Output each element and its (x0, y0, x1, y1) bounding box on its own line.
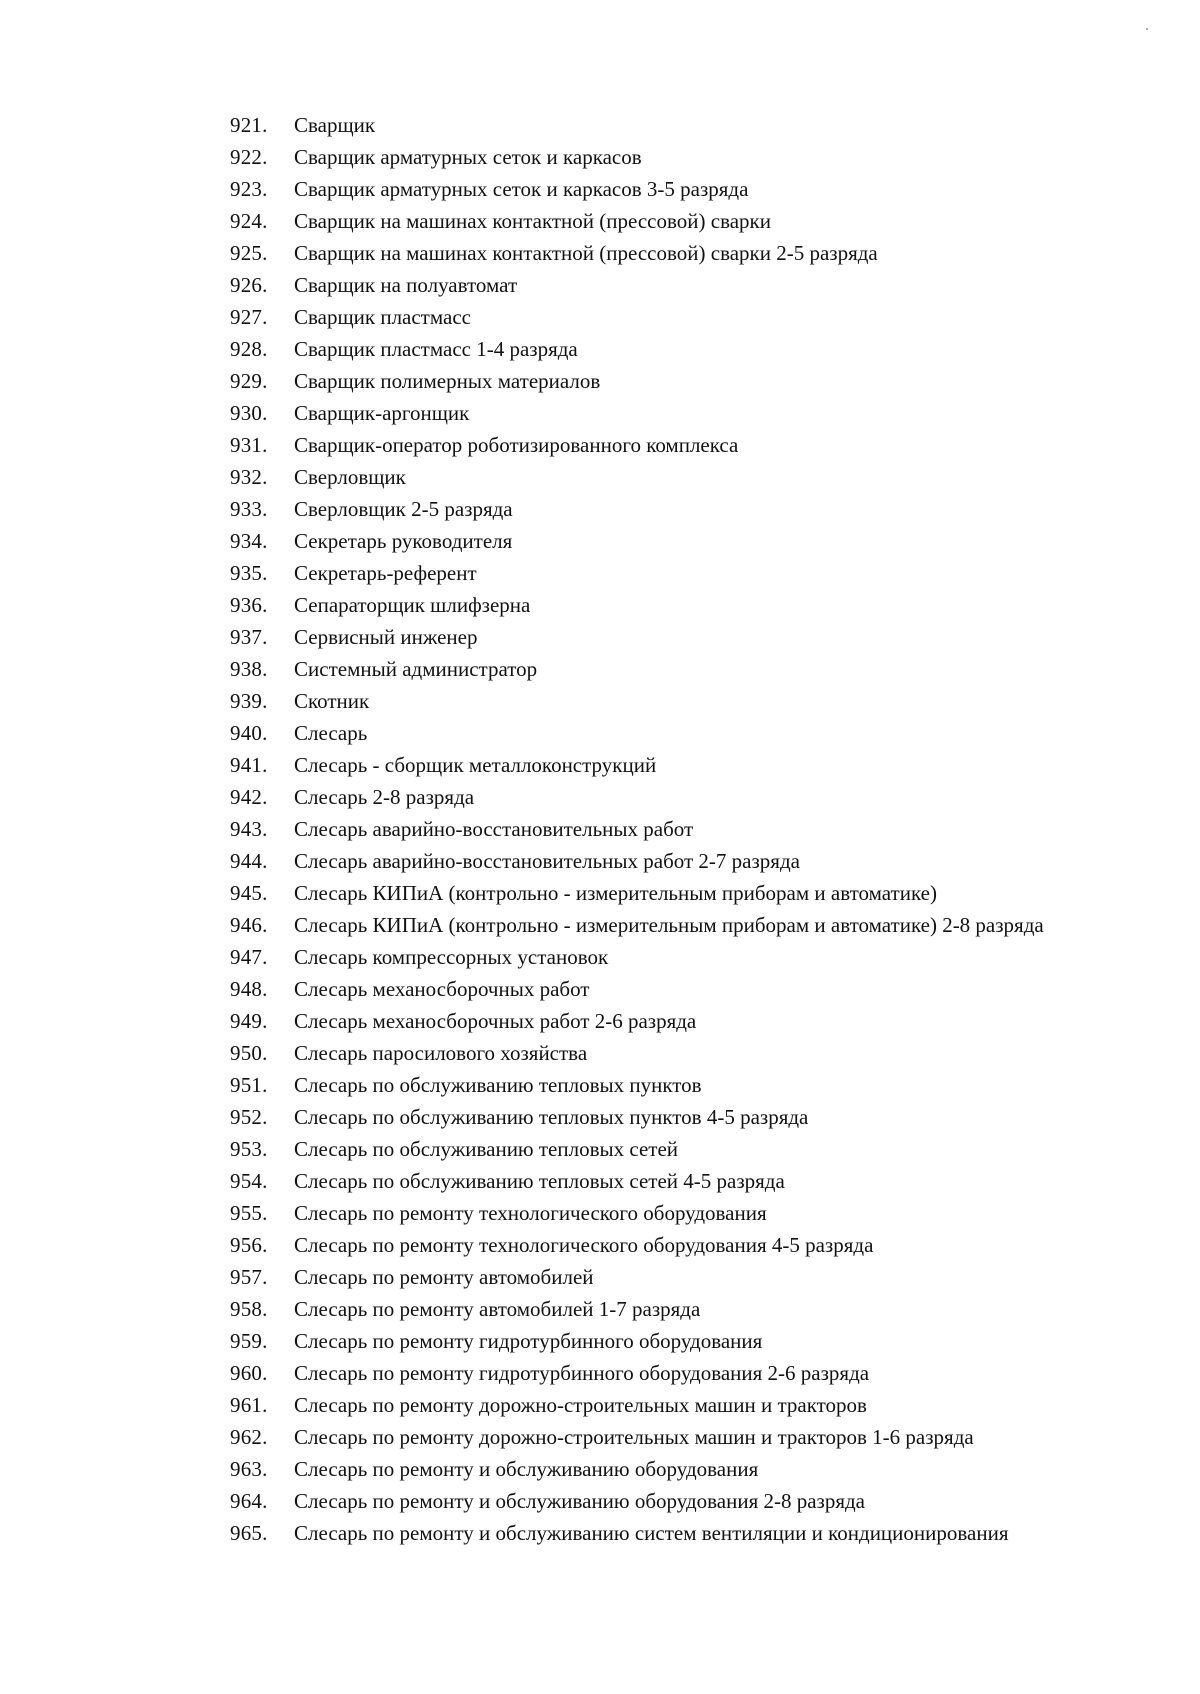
entry-number: 927. (230, 305, 268, 329)
list-item (230, 1457, 1150, 1481)
entry-number: 933. (230, 497, 268, 521)
entry-title: Слесарь аварийно-восстановительных работ (294, 817, 694, 841)
list-item (230, 401, 1150, 425)
entry-number: 961. (230, 1393, 268, 1417)
list-item (230, 1265, 1150, 1289)
list-item (230, 369, 1150, 393)
entry-number: 925. (230, 241, 268, 265)
list-item (230, 1105, 1150, 1129)
list-item (230, 1361, 1150, 1385)
entry-number: 926. (230, 273, 268, 297)
entry-title: Сварщик-оператор роботизированного комплекса (294, 433, 739, 457)
list-item (230, 1169, 1150, 1193)
entry-title: Слесарь 2-8 разряда (294, 785, 475, 809)
entry-title: Слесарь по ремонту и обслуживанию оборудования 2-8 разряда (294, 1489, 865, 1513)
list-item (230, 465, 1150, 489)
list-item (230, 337, 1150, 361)
entry-title: Слесарь аварийно-восстановительных работ 2-7 разряда (294, 849, 800, 873)
entry-title: Сварщик полимерных материалов (294, 369, 601, 393)
list-item (230, 241, 1150, 265)
entry-number: 931. (230, 433, 268, 457)
list-item (230, 433, 1150, 457)
entry-title: Сверловщик 2-5 разряда (294, 497, 513, 521)
entry-title: Сварщик пластмасс 1-4 разряда (294, 337, 578, 361)
entry-title: Сварщик-аргонщик (294, 401, 470, 425)
scan-speck (1146, 28, 1148, 30)
entry-title: Слесарь по ремонту автомобилей (294, 1265, 594, 1289)
entry-number: 944. (230, 849, 268, 873)
list-item (230, 1489, 1150, 1513)
list-item (230, 1425, 1150, 1449)
entry-number: 938. (230, 657, 268, 681)
entry-title: Слесарь по ремонту и обслуживанию систем вентиляции и кондиционирования (294, 1521, 1009, 1545)
entry-title: Слесарь по обслуживанию тепловых пунктов 4-5 разряда (294, 1105, 809, 1129)
list-item (230, 1393, 1150, 1417)
entry-number: 962. (230, 1425, 268, 1449)
entry-number: 949. (230, 1009, 268, 1033)
entry-title: Слесарь по ремонту гидротурбинного оборудования (294, 1329, 763, 1353)
entry-title: Слесарь КИПиА (контрольно - измерительным приборам и автоматике) (294, 881, 937, 905)
entry-number: 921. (230, 113, 268, 137)
entry-number: 950. (230, 1041, 268, 1065)
entry-title: Сервисный инженер (294, 625, 478, 649)
entry-title: Слесарь по ремонту технологического оборудования (294, 1201, 767, 1225)
entry-number: 957. (230, 1265, 268, 1289)
entry-number: 958. (230, 1297, 268, 1321)
list-item (230, 497, 1150, 521)
list-item (230, 209, 1150, 233)
list-item (230, 1521, 1150, 1545)
entry-number: 945. (230, 881, 268, 905)
list-item (230, 881, 1150, 905)
entry-title: Сварщик (294, 113, 376, 137)
list-item (230, 913, 1150, 937)
entry-number: 948. (230, 977, 268, 1001)
list-item (230, 145, 1150, 169)
entry-number: 952. (230, 1105, 268, 1129)
list-item (230, 273, 1150, 297)
list-item (230, 977, 1150, 1001)
list-item (230, 561, 1150, 585)
entry-number: 934. (230, 529, 268, 553)
entry-number: 939. (230, 689, 268, 713)
list-item (230, 1009, 1150, 1033)
entry-title: Слесарь по ремонту дорожно-строительных машин и тракторов 1-6 разряда (294, 1425, 974, 1449)
entry-title: Сварщик на машинах контактной (прессовой) сварки (294, 209, 771, 233)
list-item (230, 849, 1150, 873)
entry-number: 951. (230, 1073, 268, 1097)
entry-title: Слесарь по ремонту гидротурбинного оборудования 2-6 разряда (294, 1361, 870, 1385)
entry-title: Слесарь по ремонту дорожно-строительных машин и тракторов (294, 1393, 867, 1417)
list-item (230, 753, 1150, 777)
entry-number: 947. (230, 945, 268, 969)
list-item (230, 177, 1150, 201)
entry-title: Сверловщик (294, 465, 406, 489)
entry-title: Слесарь (294, 721, 368, 745)
list-item (230, 1297, 1150, 1321)
list-item (230, 1233, 1150, 1257)
list-item (230, 529, 1150, 553)
list-item (230, 1137, 1150, 1161)
entry-title: Слесарь по обслуживанию тепловых сетей (294, 1137, 678, 1161)
entry-title: Слесарь по ремонту и обслуживанию оборудования (294, 1457, 759, 1481)
entry-title: Сварщик арматурных сеток и каркасов (294, 145, 642, 169)
entry-title: Секретарь руководителя (294, 529, 513, 553)
list-item (230, 785, 1150, 809)
entry-title: Системный администратор (294, 657, 538, 681)
entry-number: 930. (230, 401, 268, 425)
entry-number: 956. (230, 1233, 268, 1257)
entry-number: 942. (230, 785, 268, 809)
entry-number: 924. (230, 209, 268, 233)
entry-title: Слесарь механосборочных работ 2-6 разряда (294, 1009, 697, 1033)
entry-title: Слесарь по обслуживанию тепловых пунктов (294, 1073, 702, 1097)
entry-title: Сварщик арматурных сеток и каркасов 3-5 разряда (294, 177, 749, 201)
entry-title: Сварщик на машинах контактной (прессовой) сварки 2-5 разряда (294, 241, 878, 265)
entry-number: 953. (230, 1137, 268, 1161)
entry-number: 941. (230, 753, 268, 777)
list-item (230, 305, 1150, 329)
entry-title: Слесарь паросилового хозяйства (294, 1041, 588, 1065)
entry-title: Слесарь механосборочных работ (294, 977, 590, 1001)
entry-number: 936. (230, 593, 268, 617)
entry-title: Слесарь КИПиА (контрольно - измерительным приборам и автоматике) 2-8 разряда (294, 913, 1044, 937)
entry-number: 928. (230, 337, 268, 361)
list-item (230, 1041, 1150, 1065)
entry-title: Слесарь компрессорных установок (294, 945, 609, 969)
entry-title: Сварщик пластмасс (294, 305, 471, 329)
list-item (230, 945, 1150, 969)
list-item (230, 721, 1150, 745)
entry-number: 955. (230, 1201, 268, 1225)
entry-number: 940. (230, 721, 268, 745)
entry-number: 943. (230, 817, 268, 841)
list-item (230, 1201, 1150, 1225)
entry-number: 932. (230, 465, 268, 489)
entry-title: Слесарь - сборщик металлоконструкций (294, 753, 657, 777)
entry-number: 937. (230, 625, 268, 649)
entry-title: Слесарь по обслуживанию тепловых сетей 4-5 разряда (294, 1169, 785, 1193)
list-item (230, 1329, 1150, 1353)
entry-title: Сварщик на полуавтомат (294, 273, 518, 297)
entry-number: 922. (230, 145, 268, 169)
entry-number: 946. (230, 913, 268, 937)
entry-number: 965. (230, 1521, 268, 1545)
list-item (230, 593, 1150, 617)
entry-number: 964. (230, 1489, 268, 1513)
entry-list (230, 113, 1150, 1553)
entry-number: 929. (230, 369, 268, 393)
entry-title: Секретарь-референт (294, 561, 477, 585)
entry-number: 963. (230, 1457, 268, 1481)
entry-number: 935. (230, 561, 268, 585)
list-item (230, 657, 1150, 681)
entry-title: Слесарь по ремонту технологического оборудования 4-5 разряда (294, 1233, 874, 1257)
entry-number: 960. (230, 1361, 268, 1385)
list-item (230, 625, 1150, 649)
entry-title: Слесарь по ремонту автомобилей 1-7 разряда (294, 1297, 701, 1321)
list-item (230, 689, 1150, 713)
list-item (230, 1073, 1150, 1097)
entry-title: Скотник (294, 689, 370, 713)
list-item (230, 817, 1150, 841)
entry-number: 923. (230, 177, 268, 201)
entry-title: Сепараторщик шлифзерна (294, 593, 531, 617)
entry-number: 954. (230, 1169, 268, 1193)
entry-number: 959. (230, 1329, 268, 1353)
list-item (230, 113, 1150, 137)
